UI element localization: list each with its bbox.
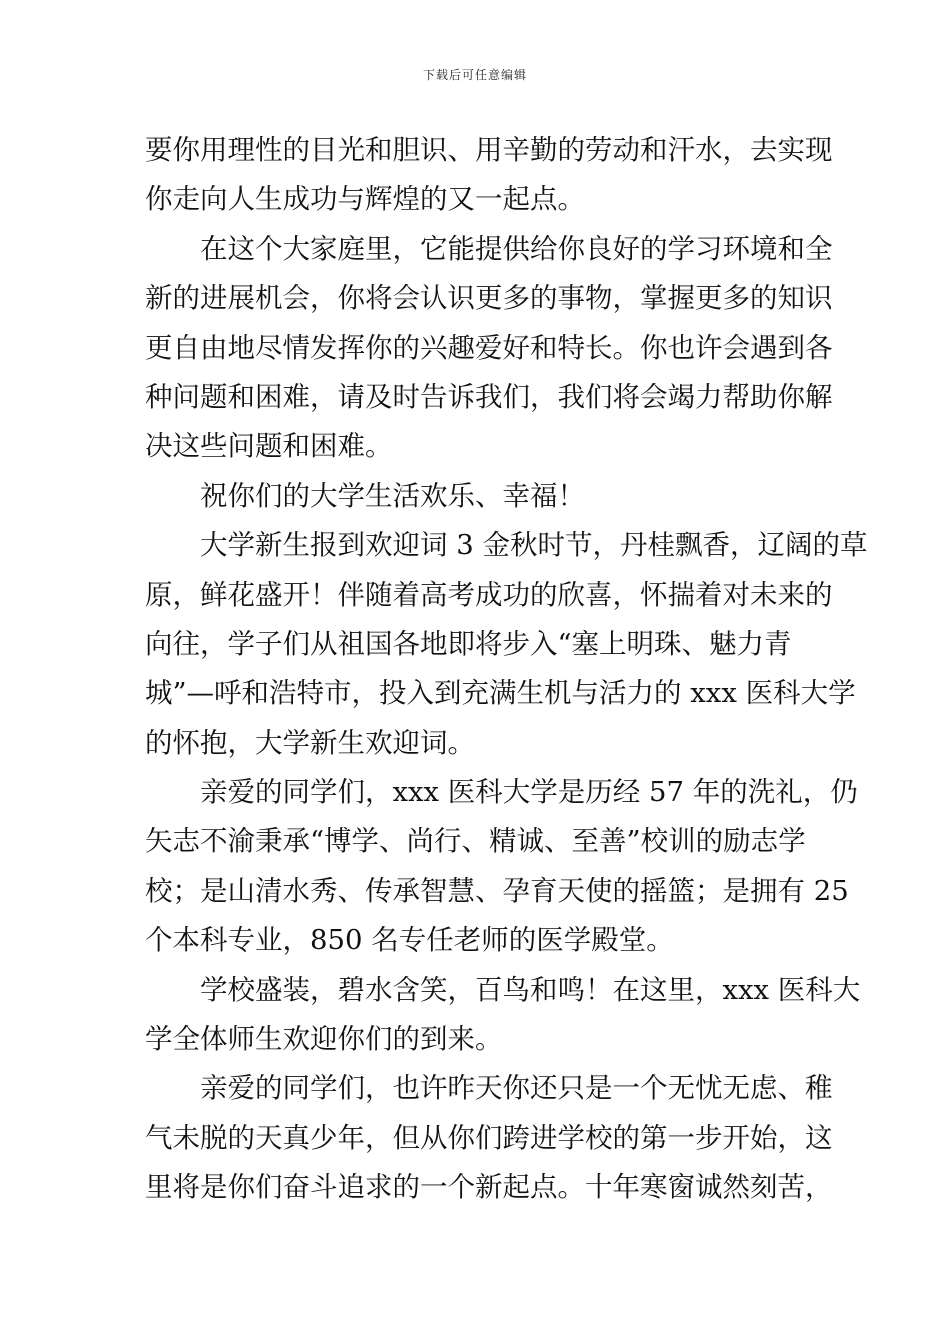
text-line: 学校盛装，碧水含笑，百鸟和鸣！在这里，xxx 医科大 bbox=[200, 973, 861, 1006]
text-line: 的怀抱，大学新生欢迎词。 bbox=[145, 726, 475, 759]
text-line: 向往，学子们从祖国各地即将步入“塞上明珠、魅力青 bbox=[145, 627, 792, 660]
text-line: 里将是你们奋斗追求的一个新起点。十年寒窗诚然刻苦， bbox=[145, 1171, 833, 1204]
text-line: 亲爱的同学们，也许昨天你还只是一个无忧无虑、稚 bbox=[200, 1072, 833, 1105]
text-line: 决这些问题和困难。 bbox=[145, 430, 393, 463]
text-line: 在这个大家庭里，它能提供给你良好的学习环境和全 bbox=[200, 232, 833, 265]
text-line: 要你用理性的目光和胆识、用辛勤的劳动和汗水，去实现 bbox=[145, 134, 833, 166]
text-line: 城”—呼和浩特市，投入到充满生机与活力的 xxx 医科大学 bbox=[145, 677, 856, 710]
text-line: 学全体师生欢迎你们的到来。 bbox=[145, 1023, 503, 1056]
text-line: 原，鲜花盛开！伴随着高考成功的欣喜，怀揣着对未来的 bbox=[145, 578, 833, 611]
text-line: 气未脱的天真少年，但从你们跨进学校的第一步开始，这 bbox=[145, 1121, 833, 1154]
text-line: 个本科专业，850 名专任老师的医学殿堂。 bbox=[145, 924, 674, 957]
text-line: 亲爱的同学们，xxx 医科大学是历经 57 年的洗礼，仍 bbox=[200, 776, 858, 809]
text-line: 新的进展机会，你将会认识更多的事物，掌握更多的知识 bbox=[145, 282, 833, 315]
text-line: 矢志不渝秉承“博学、尚行、精诚、至善”校训的励志学 bbox=[145, 825, 806, 858]
page-header: 下载后可任意编辑 bbox=[422, 68, 527, 82]
text-line: 校；是山清水秀、传承智慧、孕育天使的摇篮；是拥有 25 bbox=[145, 874, 849, 907]
text-line: 更自由地尽情发挥你的兴趣爱好和特长。你也许会遇到各 bbox=[145, 331, 833, 364]
text-line: 你走向人生成功与辉煌的又一起点。 bbox=[145, 183, 585, 216]
text-line: 种问题和困难，请及时告诉我们，我们将会竭力帮助你解 bbox=[145, 380, 833, 413]
text-line: 祝你们的大学生活欢乐、幸福！ bbox=[200, 479, 585, 512]
document-body bbox=[145, 126, 868, 1213]
text-line: 大学新生报到欢迎词 3 金秋时节，丹桂飘香，辽阔的草 bbox=[200, 529, 868, 562]
